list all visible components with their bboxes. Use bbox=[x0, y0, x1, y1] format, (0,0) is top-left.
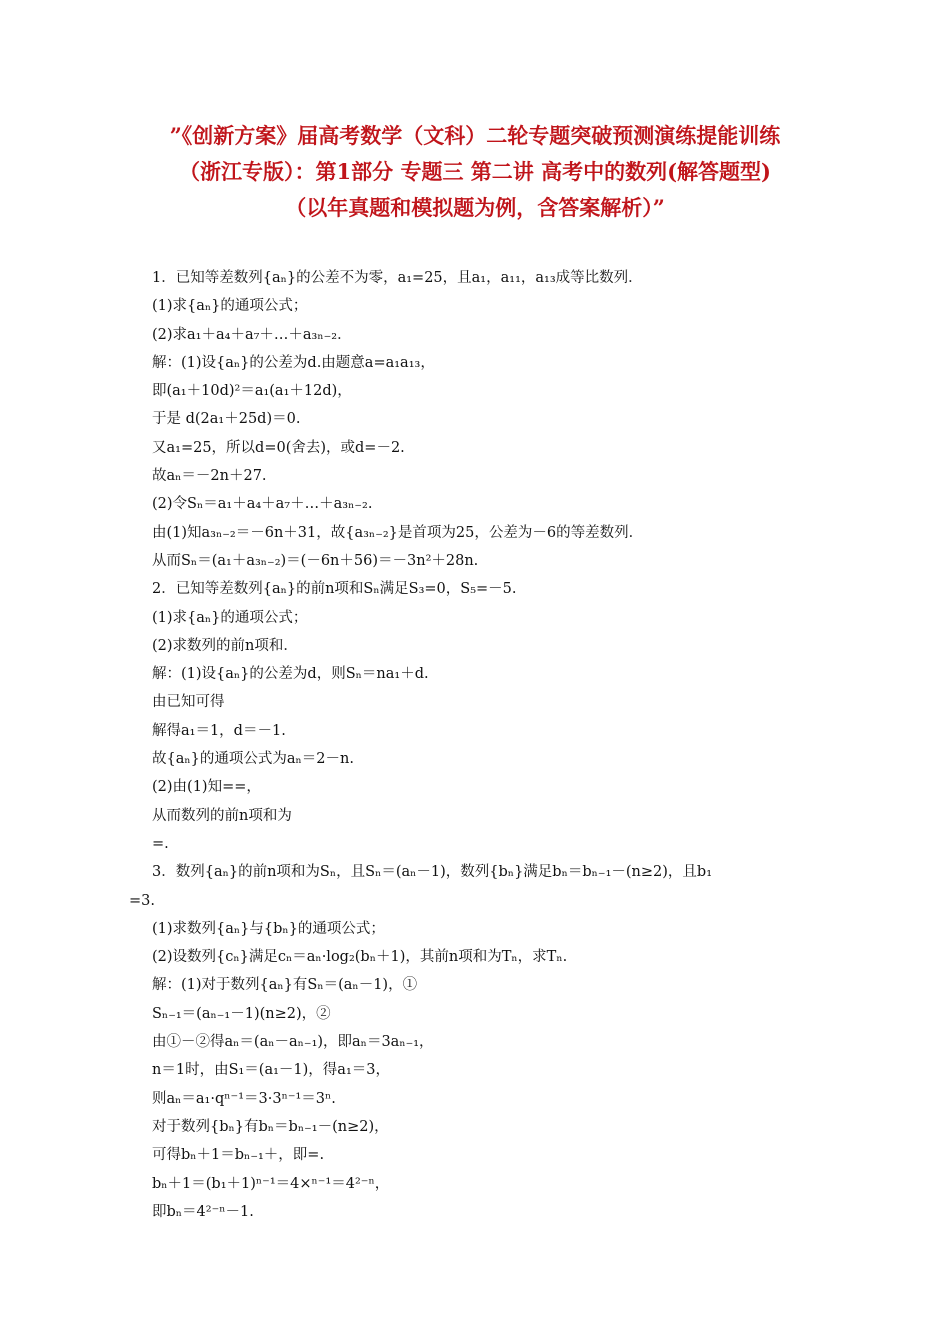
text-line: Sₙ₋₁＝(aₙ₋₁－1)(n≥2)，② bbox=[152, 1005, 331, 1022]
document-title bbox=[90, 118, 860, 226]
text-line: 即(a₁＋10d)²＝a₁(a₁＋12d)， bbox=[152, 383, 352, 400]
text-line: (2)由(1)知==， bbox=[152, 779, 261, 796]
text-line: 1．已知等差数列{aₙ}的公差不为零，a₁=25，且a₁，a₁₁，a₁₃成等比数列． bbox=[152, 270, 643, 286]
text-line: (1)求数列{aₙ}与{bₙ}的通项公式； bbox=[152, 920, 385, 937]
text-line: 解得a₁＝1，d＝－1. bbox=[152, 722, 286, 739]
text-line: 解：(1)设{aₙ}的公差为d.由题意a=a₁a₁₃， bbox=[152, 354, 435, 371]
text-line: 故aₙ＝－2n＋27. bbox=[152, 468, 267, 485]
text-line: (2)令Sₙ＝a₁＋a₄＋a₇＋…＋a₃ₙ₋₂. bbox=[152, 496, 373, 513]
text-line: 2．已知等差数列{aₙ}的前n项和Sₙ满足S₃=0，S₅=－5. bbox=[152, 581, 517, 598]
text-line: 对于数列{bₙ}有bₙ＝bₙ₋₁－(n≥2)， bbox=[152, 1118, 389, 1135]
text-line: 解：(1)对于数列{aₙ}有Sₙ＝(aₙ－1)，① bbox=[152, 977, 418, 994]
text-line: 于是 d(2a₁＋25d)＝0. bbox=[152, 411, 301, 428]
text-line: (1)求{aₙ}的通项公式； bbox=[152, 609, 308, 626]
title-line-3: （以年真题和模拟题为例，含答案解析）” bbox=[285, 195, 665, 220]
text-line: 由(1)知a₃ₙ₋₂＝－6n＋31，故{a₃ₙ₋₂}是首项为25，公差为－6的等差数列． bbox=[152, 524, 644, 541]
title-line-1: ”《创新方案》届高考数学（文科）二轮专题突破预测演练提能训练 bbox=[169, 123, 781, 148]
text-line: 由已知可得 bbox=[152, 694, 225, 711]
text-line: 从而Sₙ＝(a₁＋a₃ₙ₋₂)＝(－6n＋56)＝－3n²＋28n. bbox=[152, 552, 479, 569]
text-line: =. bbox=[152, 835, 169, 852]
text-line: (2)求a₁＋a₄＋a₇＋…＋a₃ₙ₋₂． bbox=[152, 326, 352, 343]
text-line: (1)求{aₙ}的通项公式； bbox=[152, 298, 308, 315]
document-body bbox=[129, 264, 812, 1226]
text-line: 3．数列{aₙ}的前n项和为Sₙ，且Sₙ＝(aₙ－1)，数列{bₙ}满足bₙ＝bₙ₋₁－(n≥2)，且b₁ bbox=[152, 864, 713, 881]
title-line-2: （浙江专版）：第1部分 专题三 第二讲 高考中的数列(解答题型) bbox=[179, 159, 771, 184]
text-line: 可得bₙ＋1＝bₙ₋₁＋，即=. bbox=[152, 1147, 325, 1164]
text-line: 从而数列的前n项和为 bbox=[152, 807, 292, 824]
text-line: (2)设数列{cₙ}满足cₙ＝aₙ·log₂(bₙ＋1)，其前n项和为Tₙ，求Tₙ. bbox=[152, 949, 568, 966]
text-line: (2)求数列的前n项和． bbox=[152, 637, 298, 654]
text-line: bₙ＋1＝(b₁＋1)ⁿ⁻¹＝4×ⁿ⁻¹＝4²⁻ⁿ， bbox=[152, 1175, 390, 1192]
text-line: 则aₙ＝a₁·qⁿ⁻¹＝3·3ⁿ⁻¹＝3ⁿ. bbox=[152, 1090, 336, 1107]
text-line: n＝1时，由S₁＝(a₁－1)，得a₁＝3， bbox=[152, 1062, 390, 1079]
text-line: 由①－②得aₙ＝(aₙ－aₙ₋₁)，即aₙ＝3aₙ₋₁， bbox=[152, 1034, 434, 1051]
text-line: 即bₙ＝4²⁻ⁿ－1. bbox=[152, 1203, 254, 1220]
text-line: 解：(1)设{aₙ}的公差为d，则Sₙ＝na₁＋d. bbox=[152, 666, 429, 683]
text-line: 故{aₙ}的通项公式为aₙ＝2－n. bbox=[152, 751, 354, 768]
text-line: =3. bbox=[129, 892, 155, 909]
text-line: 又a₁=25，所以d=0(舍去)，或d=－2. bbox=[152, 439, 405, 456]
